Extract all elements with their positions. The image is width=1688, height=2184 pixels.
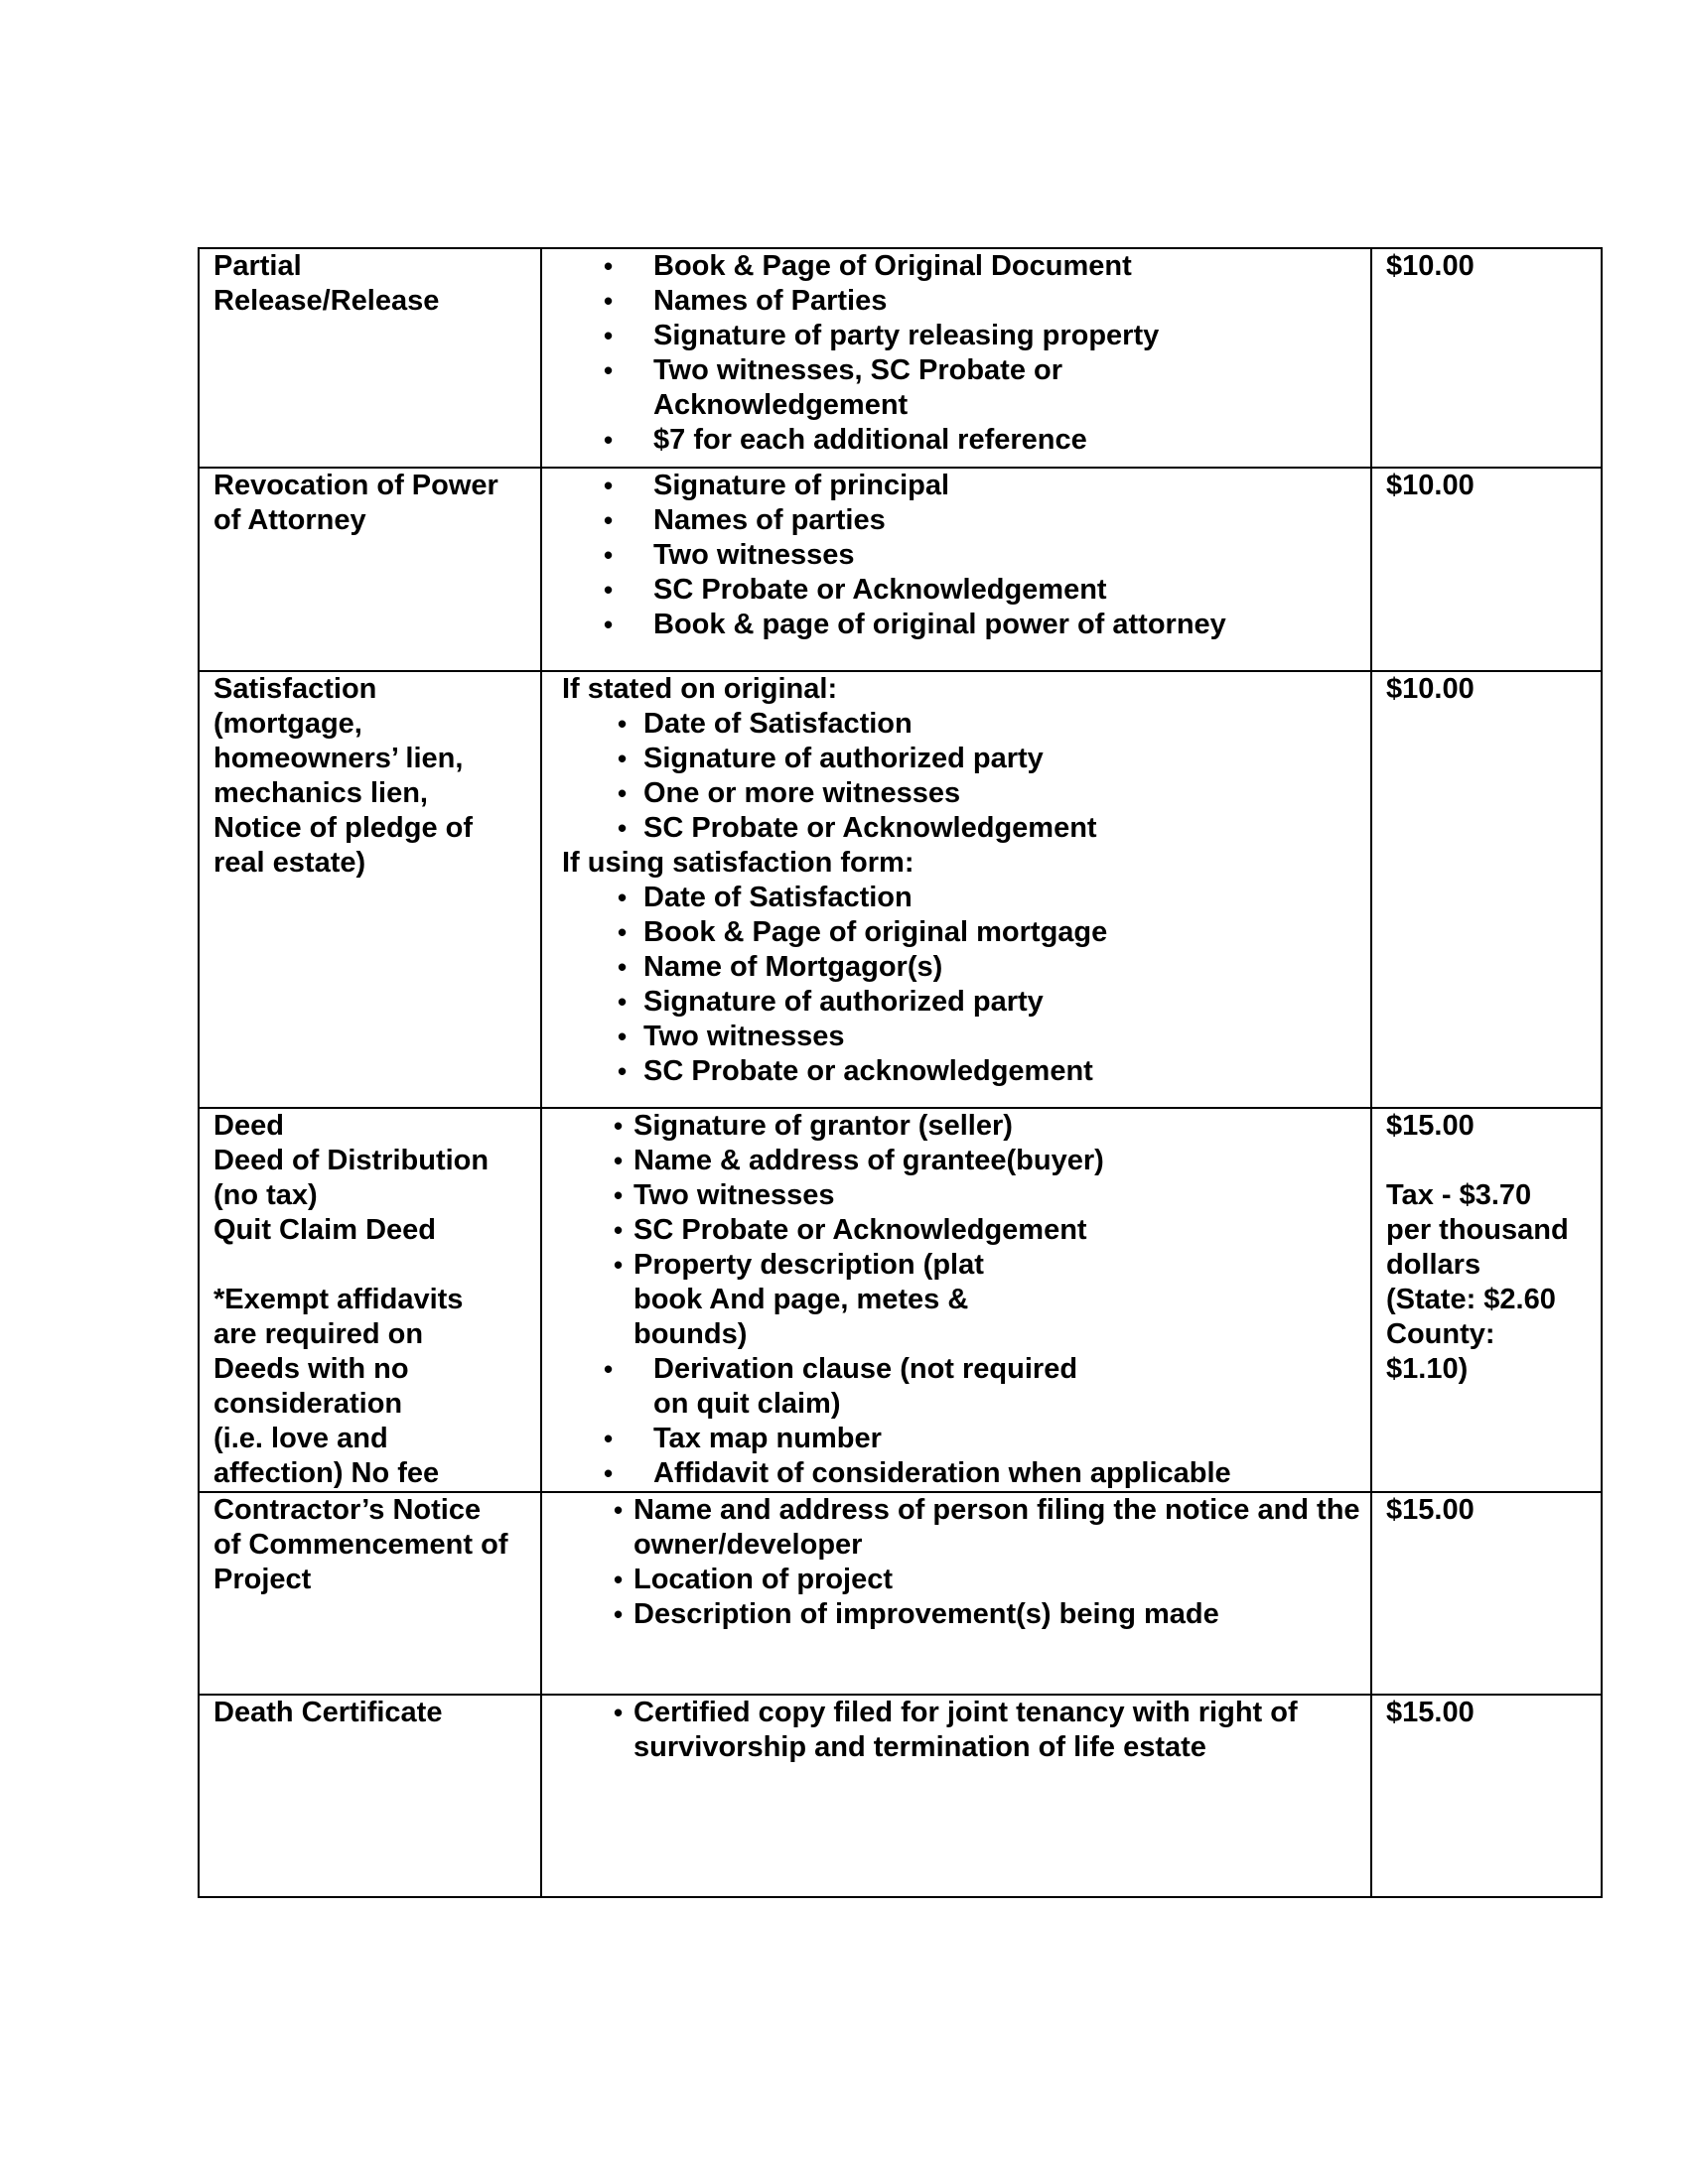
requirement-item: • SC Probate or Acknowledgement — [562, 573, 1360, 608]
exemption-note-line: Deeds with no — [213, 1353, 409, 1385]
requirement-item: • Two witnesses — [562, 1178, 1360, 1213]
requirements-list — [562, 1352, 1360, 1491]
requirements-cell — [541, 671, 1371, 1108]
document-type-cell — [199, 1695, 541, 1897]
requirement-item: • Affidavit of consideration when applicable — [562, 1456, 1360, 1491]
document-type-line: of Commencement of — [213, 1529, 508, 1561]
tax-note-line: (State: $2.60 — [1386, 1284, 1556, 1315]
document-type-cell — [199, 1108, 541, 1492]
exemption-note-line: (i.e. love and — [213, 1423, 388, 1454]
document-type-line: Revocation of Power — [213, 470, 498, 501]
document-type-line: Release/Release — [213, 285, 440, 317]
requirements-subheading: If stated on original: — [562, 673, 838, 705]
document-type-line: real estate) — [213, 847, 366, 879]
requirement-item: • Location of project — [562, 1563, 1360, 1597]
requirement-item: • Book & page of original power of attorney — [562, 608, 1360, 642]
table-row — [199, 1492, 1602, 1695]
requirement-item: • Derivation clause (not required on quit claim) — [562, 1352, 1360, 1422]
document-type-line: Contractor’s Notice — [213, 1494, 482, 1526]
fee-amount: $10.00 — [1386, 673, 1475, 705]
document-type-line: Partial — [213, 250, 302, 282]
requirement-item: • Date of Satisfaction — [562, 707, 1360, 742]
document-type-line: (no tax) — [213, 1179, 318, 1211]
requirement-item: • Name and address of person filing the notice and the owner/developer — [562, 1493, 1360, 1563]
requirements-list — [562, 249, 1360, 458]
requirements-list — [562, 469, 1360, 642]
requirement-item: • SC Probate or Acknowledgement — [562, 1213, 1360, 1248]
fee-cell — [1371, 248, 1602, 468]
requirement-item: • Name of Mortgagor(s) — [562, 950, 1360, 985]
fee-amount: $10.00 — [1386, 470, 1475, 501]
requirements-subheading: If using satisfaction form: — [562, 847, 914, 879]
requirement-item: • Date of Satisfaction — [562, 881, 1360, 915]
requirement-item: • Book & Page of Original Document — [562, 249, 1360, 284]
fee-cell — [1371, 468, 1602, 671]
requirement-item: • Signature of principal — [562, 469, 1360, 503]
requirements-cell — [541, 468, 1371, 671]
document-type-line: Death Certificate — [213, 1697, 443, 1728]
requirement-item: • SC Probate or Acknowledgement — [562, 811, 1360, 846]
document-type-line: of Attorney — [213, 504, 366, 536]
tax-note-line: County: — [1386, 1318, 1495, 1350]
requirements-cell — [541, 1492, 1371, 1695]
requirement-item: • Signature of party releasing property — [562, 319, 1360, 353]
document-type-line: Quit Claim Deed — [213, 1214, 436, 1246]
fee-cell — [1371, 1108, 1602, 1492]
requirement-item: • Tax map number — [562, 1422, 1360, 1456]
requirement-item: • Two witnesses, SC Probate or Acknowledgement — [562, 353, 1360, 423]
requirement-item: • SC Probate or acknowledgement — [562, 1054, 1360, 1089]
requirements-cell — [541, 1695, 1371, 1897]
table-row — [199, 248, 1602, 468]
tax-note-line: per thousand — [1386, 1214, 1569, 1246]
requirement-item: • Signature of grantor (seller) — [562, 1109, 1360, 1144]
tax-note-line: Tax - $3.70 — [1386, 1179, 1532, 1211]
document-type-line: mechanics lien, — [213, 777, 428, 809]
requirement-item: • Names of Parties — [562, 284, 1360, 319]
requirements-cell — [541, 1108, 1371, 1492]
fee-amount: $15.00 — [1386, 1110, 1475, 1142]
exemption-note-line: *Exempt affidavits — [213, 1284, 464, 1315]
requirements-list — [562, 1696, 1360, 1765]
table-row — [199, 1695, 1602, 1897]
requirement-item: • Property description (plat book And page, metes & bounds) — [562, 1248, 1360, 1352]
document-type-cell — [199, 248, 541, 468]
spacer — [213, 1248, 530, 1283]
requirement-item: • Names of parties — [562, 503, 1360, 538]
requirement-item: • Two witnesses — [562, 1020, 1360, 1054]
document-type-line: Notice of pledge of — [213, 812, 473, 844]
fee-cell — [1371, 1492, 1602, 1695]
document-type-line: Deed of Distribution — [213, 1145, 490, 1176]
fee-cell — [1371, 1695, 1602, 1897]
requirements-list — [562, 881, 1360, 1089]
document-type-cell — [199, 468, 541, 671]
fee-amount: $10.00 — [1386, 250, 1475, 282]
table-row — [199, 1108, 1602, 1492]
requirement-item: • Description of improvement(s) being made — [562, 1597, 1360, 1632]
requirement-item: • Book & Page of original mortgage — [562, 915, 1360, 950]
recording-fee-table — [198, 247, 1603, 1898]
requirement-item: • $7 for each additional reference — [562, 423, 1360, 458]
requirements-list — [562, 1109, 1360, 1352]
requirement-item: • Signature of authorized party — [562, 985, 1360, 1020]
document-type-line: Satisfaction — [213, 673, 377, 705]
fee-amount: $15.00 — [1386, 1697, 1475, 1728]
requirement-item: • One or more witnesses — [562, 776, 1360, 811]
exemption-note-line: consideration — [213, 1388, 403, 1420]
document-type-line: Deed — [213, 1110, 284, 1142]
requirement-item: • Signature of authorized party — [562, 742, 1360, 776]
tax-note-line: $1.10) — [1386, 1353, 1469, 1385]
tax-note-line: dollars — [1386, 1249, 1481, 1281]
fee-amount: $15.00 — [1386, 1494, 1475, 1526]
requirement-item: • Two witnesses — [562, 538, 1360, 573]
document-type-cell — [199, 671, 541, 1108]
document-type-line: (mortgage, — [213, 708, 362, 740]
requirements-list — [562, 1493, 1360, 1632]
spacer — [1386, 1144, 1593, 1178]
table-row — [199, 671, 1602, 1108]
document-type-line: homeowners’ lien, — [213, 743, 464, 774]
requirement-item: • Name & address of grantee(buyer) — [562, 1144, 1360, 1178]
requirements-cell — [541, 248, 1371, 468]
document-type-cell — [199, 1492, 541, 1695]
exemption-note-line: affection) No fee — [213, 1457, 440, 1489]
document-type-line: Project — [213, 1564, 312, 1595]
exemption-note-line: are required on — [213, 1318, 424, 1350]
fee-cell — [1371, 671, 1602, 1108]
table-row — [199, 468, 1602, 671]
requirements-list — [562, 707, 1360, 846]
requirement-item: • Certified copy filed for joint tenancy with right of survivorship and termination of life estate — [562, 1696, 1360, 1765]
